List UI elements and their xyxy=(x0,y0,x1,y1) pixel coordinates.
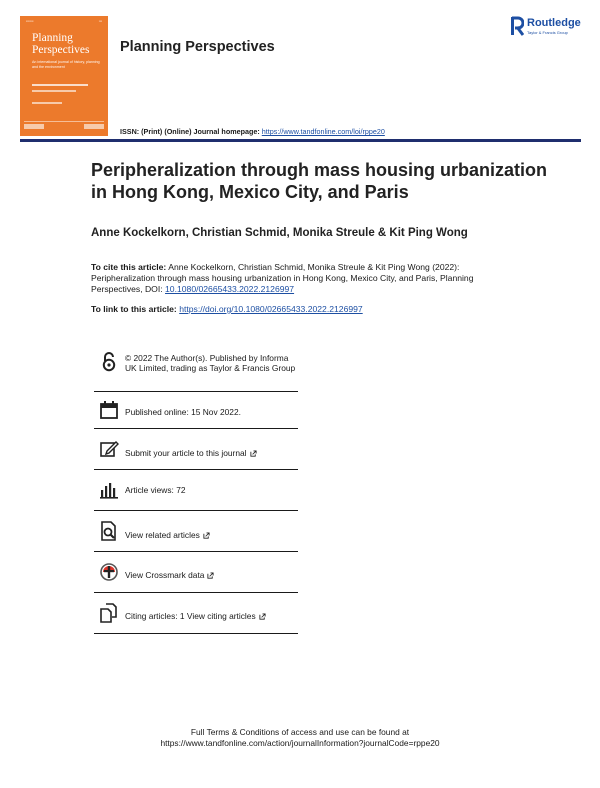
edit-icon xyxy=(99,439,119,459)
issn-line xyxy=(120,127,385,136)
cover-decoration xyxy=(32,90,76,92)
search-document-icon xyxy=(99,521,119,541)
calendar-icon xyxy=(99,400,119,420)
related-articles-label: View related articles xyxy=(125,530,200,540)
issn-label: ISSN: (Print) (Online) Journal homepage: xyxy=(120,127,262,136)
crossmark-label: View Crossmark data xyxy=(125,570,205,580)
citing-articles-link[interactable] xyxy=(125,611,266,621)
journal-name: Planning Perspectives xyxy=(120,39,275,55)
terms-text: Full Terms & Conditions of access and use can be found at xyxy=(190,727,410,737)
list-item-views xyxy=(94,470,298,511)
cover-top-mark: ▪▪▪▪▪▪▪ xyxy=(26,19,34,23)
article-title: Peripheralization through mass housing urbanization in Hong Kong, Mexico City, and Paris xyxy=(91,160,548,202)
article-authors: Anne Kockelkorn, Christian Schmid, Monika Streule & Kit Ping Wong xyxy=(91,227,468,239)
license-text: © 2022 The Author(s). Published by Informa UK Limited, trading as Taylor & Francis Group xyxy=(125,353,296,373)
external-link-icon xyxy=(259,613,266,620)
list-item-related[interactable] xyxy=(94,511,298,552)
published-date: Published online: 15 Nov 2022. xyxy=(125,407,241,417)
doi-link[interactable]: 10.1080/02665433.2022.2126997 xyxy=(165,284,295,294)
article-doi-url[interactable]: https://doi.org/10.1080/02665433.2022.2126997 xyxy=(179,304,363,314)
publisher-logo[interactable] xyxy=(510,16,590,38)
cover-footer xyxy=(24,121,104,132)
article-info-list xyxy=(94,342,298,634)
link-label: To link to this article: xyxy=(91,304,180,314)
article-views: Article views: 72 xyxy=(125,485,186,495)
citing-articles-label: Citing articles: 1 View citing articles xyxy=(125,611,256,621)
cover-decoration xyxy=(32,102,62,104)
cover-logo xyxy=(24,124,44,129)
article-link-line xyxy=(91,304,363,314)
publisher-group: Taylor & Francis Group xyxy=(527,30,568,35)
bar-chart-icon xyxy=(99,480,119,500)
list-item-submit[interactable] xyxy=(94,429,298,470)
header-divider xyxy=(20,139,581,142)
crossmark-link[interactable] xyxy=(125,570,214,580)
external-link-icon xyxy=(207,572,214,579)
list-item-crossmark[interactable] xyxy=(94,552,298,593)
submit-article-link[interactable] xyxy=(125,448,257,458)
terms-footer xyxy=(0,727,600,749)
external-link-icon xyxy=(250,450,257,457)
cover-decoration xyxy=(32,84,88,86)
citation-text: Anne Kockelkorn, Christian Schmid, Monika Streule & Kit Ping Wong (2022): Peripheralization through mass housing urbanization in Hong Kong, Mexico City, and Paris, Planning Perspectives, DOI: xyxy=(91,262,474,294)
journal-cover-image xyxy=(20,16,108,136)
cover-title: Planning Perspectives xyxy=(32,32,90,56)
external-link-icon xyxy=(203,532,210,539)
journal-information-url[interactable]: https://www.tandfonline.com/action/journalInformation?journalCode=rppe20 xyxy=(160,738,440,748)
submit-article-label: Submit your article to this journal xyxy=(125,448,247,458)
crossmark-icon xyxy=(99,562,119,582)
cover-logo xyxy=(84,124,104,129)
cover-subtitle: An international journal of history, planning and the environment xyxy=(32,60,100,69)
list-item-published xyxy=(94,392,298,429)
list-item-citing[interactable] xyxy=(94,593,298,634)
related-articles-link[interactable] xyxy=(125,530,210,540)
routledge-r-icon xyxy=(510,16,524,36)
open-access-icon xyxy=(99,352,119,372)
cover-top-mark: ▪▪▪ xyxy=(98,19,102,23)
citing-articles-icon xyxy=(99,603,119,623)
citation-label: To cite this article: xyxy=(91,262,167,272)
list-item-license xyxy=(94,342,298,392)
publisher-name: Routledge xyxy=(527,17,581,29)
citation-block xyxy=(91,262,521,295)
journal-homepage-link[interactable]: https://www.tandfonline.com/loi/rppe20 xyxy=(261,127,385,136)
